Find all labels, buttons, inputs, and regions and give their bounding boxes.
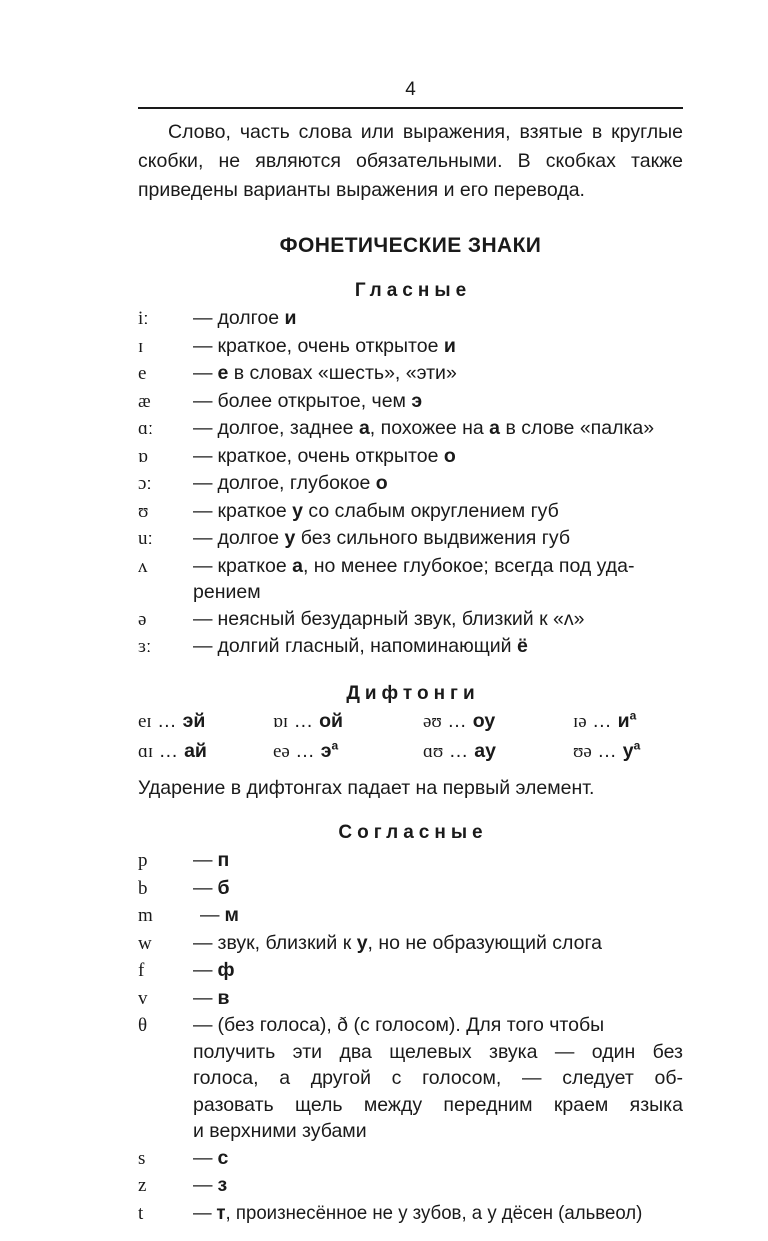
section-heading-diphthongs: Дифтонги [346, 682, 480, 704]
phonetic-row [138, 902, 683, 930]
phonetic-description: — звук, близкий к у, но не образующий слога [193, 931, 602, 954]
description-line: разовать щель между передним краем языка [193, 1093, 683, 1116]
ipa-symbol: p [138, 850, 148, 871]
ellipsis: … [447, 709, 468, 732]
russian-equivalent: в [217, 986, 230, 1009]
ipa-symbol: ɒ [138, 445, 148, 467]
diphthong-ipa: ɑʊ [423, 740, 444, 762]
description-line: и верхними зубами [193, 1120, 367, 1142]
ipa-symbol: θ [138, 1015, 148, 1036]
phonetic-row [138, 1200, 683, 1228]
diphthong-entry [273, 738, 423, 765]
em-dash: — [193, 986, 213, 1009]
russian-equivalent: с [217, 1146, 229, 1169]
phonetic-row [138, 553, 683, 606]
phonetic-row [138, 498, 683, 526]
phonetic-description: — краткое, очень открытое и [193, 334, 456, 357]
diphthongs-grid [138, 708, 683, 765]
phonetic-description [193, 1172, 683, 1199]
ipa-symbol: t [138, 1202, 144, 1224]
phonetic-description [193, 902, 683, 929]
phonetic-row [138, 333, 683, 361]
ipa-symbol: ʌ [138, 555, 148, 577]
em-dash: — [193, 959, 213, 981]
description-line: голоса, а другой с голосом, — следует об- [193, 1067, 683, 1089]
phonetic-description [193, 875, 683, 902]
superscript-vowel: а [633, 738, 641, 752]
russian-equivalent: п [217, 849, 230, 871]
diphthong-russian: эй [182, 709, 206, 732]
diphthong-russian: ой [319, 709, 343, 732]
diphthong-russian: оу [472, 709, 496, 732]
description-line: получить эти два щелевых звука — один без [193, 1040, 683, 1063]
russian-equivalent: у [284, 527, 296, 549]
ipa-symbol: ɪ [138, 335, 144, 357]
em-dash: — [193, 1014, 213, 1036]
consonants-list [138, 847, 683, 1227]
phonetic-description: — долгое у без сильного выдвижения губ [193, 527, 570, 549]
phonetic-row [138, 470, 683, 498]
ipa-symbol: iː [138, 308, 149, 329]
diphthong-entry [573, 738, 683, 765]
ipa-symbol: e [138, 363, 147, 384]
em-dash: — [193, 554, 213, 577]
ipa-symbol: v [138, 987, 148, 1009]
diphthong-entry [138, 738, 273, 765]
russian-equivalent: и [443, 334, 456, 357]
phonetic-row [138, 525, 683, 553]
ellipsis: … [158, 739, 179, 762]
em-dash: — [193, 444, 213, 467]
vowels-list [138, 305, 683, 661]
ellipsis: … [597, 739, 618, 762]
diphthong-ipa: ɪə [573, 710, 587, 732]
russian-equivalent: з [217, 1174, 228, 1196]
em-dash: — [193, 472, 213, 494]
ipa-symbol: uː [138, 528, 153, 549]
diphthong-ipa: eə [273, 740, 290, 762]
em-dash: — [193, 389, 213, 412]
russian-equivalent: и [284, 307, 297, 329]
phonetic-description: — неясный безударный звук, близкий к «ʌ» [193, 607, 585, 630]
diphthong-ipa: əʊ [423, 710, 442, 732]
ellipsis: … [293, 709, 314, 732]
phonetic-row [138, 443, 683, 471]
phonetic-description [193, 1012, 683, 1145]
russian-equivalent: у [356, 931, 368, 954]
em-dash: — [193, 417, 213, 439]
russian-equivalent: о [375, 472, 388, 494]
phonetic-row [138, 930, 683, 958]
ipa-symbol: m [138, 905, 153, 926]
phonetic-description: — краткое, очень открытое о [193, 444, 456, 467]
russian-equivalent: ф [217, 959, 235, 981]
ellipsis: … [157, 709, 178, 732]
phonetic-row [138, 957, 683, 985]
phonetic-row [138, 305, 683, 333]
section-heading-consonants: Согласные [338, 822, 488, 843]
russian-equivalent: т [216, 1201, 226, 1224]
phonetic-row [138, 633, 683, 661]
diphthong-russian: $и^а$ [617, 708, 637, 732]
diphthong-entry [423, 708, 573, 735]
diphthong-russian: $у^а$ [622, 738, 641, 762]
phonetic-description [193, 985, 683, 1012]
russian-equivalent: у [292, 499, 303, 522]
phonetic-description: — более открытое, чем э [193, 389, 423, 412]
phonetic-description: — долгое, глубокое о [193, 472, 388, 494]
phonetic-row [138, 875, 683, 903]
diphthong-russian: ай [184, 739, 207, 762]
diphthong-ipa: ɒɪ [273, 710, 289, 732]
russian-equivalent: е [217, 362, 229, 384]
em-dash: — [193, 334, 213, 357]
ellipsis: … [448, 739, 469, 762]
intro-paragraph: Слово, часть слова или выражения, взятые в круглые скобки, не являются обязательными. В скобках также приведены варианты выражения и его перевода. [138, 121, 683, 201]
phonetic-row [138, 847, 683, 875]
russian-equivalent: ё [516, 635, 528, 657]
page-number: 4 [405, 79, 416, 100]
diphthong-stress-note: Ударение в дифтонгах падает на первый элемент. [138, 776, 595, 799]
phonetic-row [138, 1172, 683, 1200]
diphthong-russian: $э^а$ [320, 738, 339, 762]
ipa-symbol: s [138, 1147, 146, 1169]
em-dash: — [193, 607, 213, 630]
phonetic-row [138, 606, 683, 634]
ipa-symbol: ʊ [138, 500, 149, 522]
ipa-symbol: z [138, 1175, 147, 1196]
phonetic-row [138, 1012, 683, 1145]
phonetic-description: — краткое а, но менее глубокое; всегда под уда- рением [193, 553, 683, 606]
em-dash: — [193, 499, 213, 522]
diphthong-ipa: ʊə [573, 740, 592, 762]
russian-equivalent: м [224, 904, 239, 926]
ipa-symbol: ɑː [138, 418, 154, 439]
em-dash: — [193, 1146, 213, 1169]
phonetic-description: — долгое и [193, 307, 297, 329]
ipa-symbol: b [138, 877, 148, 899]
phonetic-row [138, 415, 683, 443]
em-dash: — [200, 904, 220, 926]
em-dash: — [193, 931, 213, 954]
ellipsis: … [295, 739, 316, 762]
phonetic-description: — краткое у со слабым округлением губ [193, 499, 559, 522]
diphthong-entry [273, 708, 423, 735]
diphthong-entry [138, 708, 273, 735]
russian-equivalent: а [292, 554, 303, 577]
phonetic-row [138, 388, 683, 416]
description-line: (без голоса), ð (с голосом). Для того чтобы [217, 1014, 605, 1036]
diphthong-entry [573, 708, 683, 735]
header-rule [138, 107, 683, 109]
ipa-symbol: ɔː [138, 473, 152, 494]
description-continuation: рением [193, 581, 261, 603]
ipa-symbol: w [138, 932, 152, 954]
diphthong-entry [423, 738, 573, 765]
phonetic-description: — т, произнесённое не у зубов, а у дёсен (альвеол) [193, 1201, 643, 1224]
phonetic-description [193, 957, 683, 984]
phonetic-description: — е в словах «шесть», «эти» [193, 362, 457, 384]
em-dash: — [193, 307, 213, 329]
ipa-symbol: æ [138, 390, 151, 412]
phonetic-row [138, 985, 683, 1013]
superscript-vowel: а [331, 738, 339, 752]
phonetic-description [193, 1145, 683, 1172]
ellipsis: … [592, 709, 613, 732]
phonetic-description: — долгое, заднее а, похожее на а в слове «палка» [193, 417, 655, 439]
russian-equivalent: а [358, 417, 370, 439]
russian-equivalent: а [489, 417, 501, 439]
phonetic-row [138, 1145, 683, 1173]
phonetic-description: — долгий гласный, напоминающий ё [193, 635, 528, 657]
em-dash: — [193, 1201, 212, 1224]
russian-equivalent: о [443, 444, 456, 467]
diphthong-ipa: eɪ [138, 710, 152, 732]
em-dash: — [193, 527, 213, 549]
ipa-symbol: ɜː [138, 636, 152, 657]
section-heading-vowels: Гласные [354, 280, 472, 301]
em-dash: — [193, 849, 213, 871]
em-dash: — [193, 1174, 213, 1196]
diphthong-russian: ау [474, 739, 496, 762]
ipa-symbol: ə [138, 608, 147, 630]
em-dash: — [193, 362, 213, 384]
page-title: ФОНЕТИЧЕСКИЕ ЗНАКИ [279, 234, 542, 257]
diphthong-ipa: ɑɪ [138, 740, 154, 762]
em-dash: — [193, 635, 213, 657]
russian-equivalent: э [411, 389, 423, 412]
phonetic-description [193, 847, 683, 874]
russian-equivalent: б [217, 876, 230, 899]
em-dash: — [193, 876, 213, 899]
phonetic-row [138, 360, 683, 388]
page-content [138, 0, 683, 1227]
superscript-vowel: а [629, 708, 637, 722]
ipa-symbol: f [138, 960, 145, 981]
